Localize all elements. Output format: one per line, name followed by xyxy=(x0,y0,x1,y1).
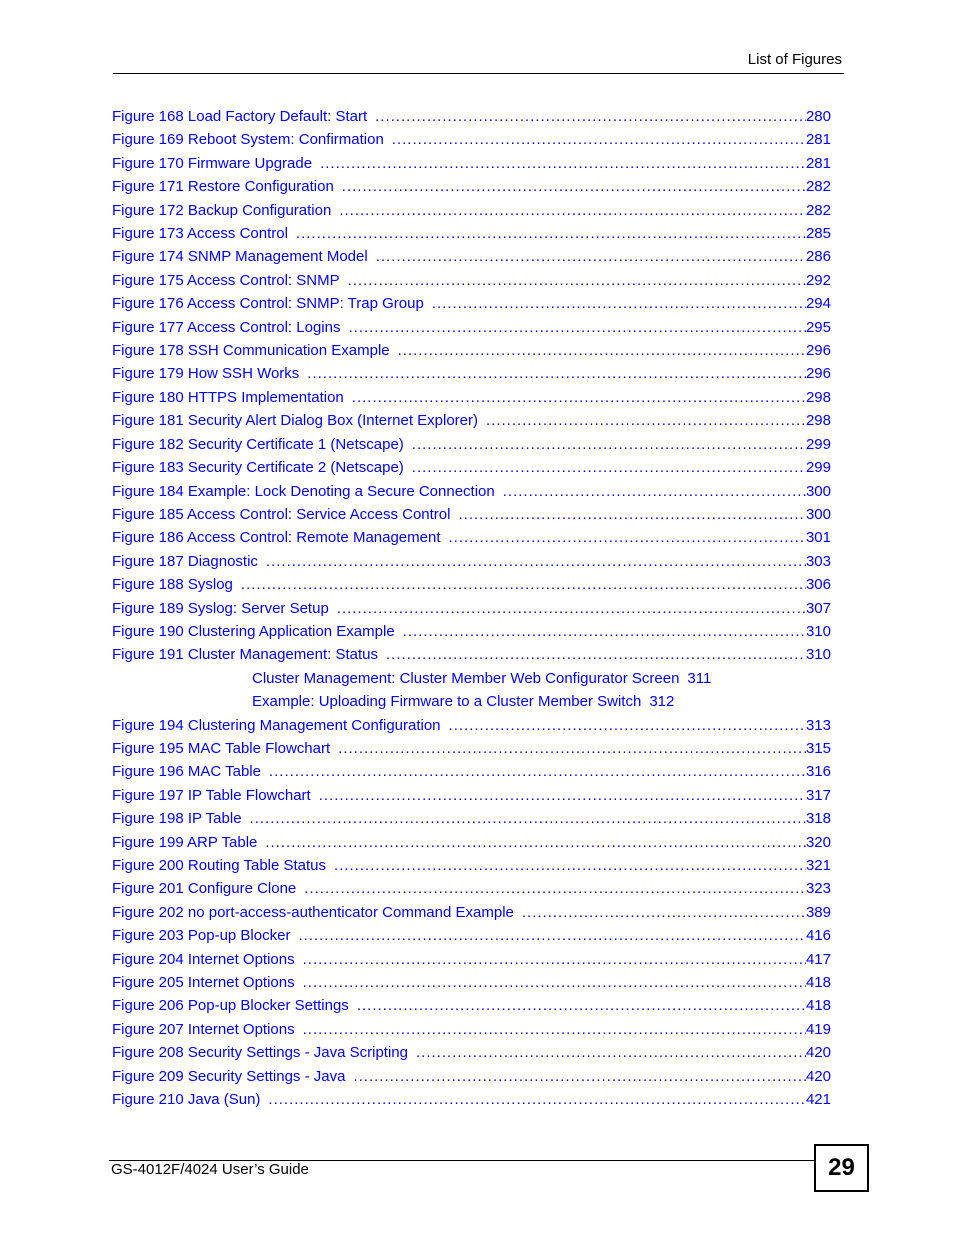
toc-dot-leader xyxy=(334,175,806,198)
toc-entry-page: 298 xyxy=(805,412,831,430)
toc-entry-page: 323 xyxy=(805,880,831,898)
toc-dot-leader xyxy=(408,1041,806,1064)
toc-dot-leader xyxy=(478,409,806,432)
toc-dot-leader xyxy=(345,1065,806,1088)
toc-entry-page: 310 xyxy=(805,622,831,640)
toc-dot-leader xyxy=(295,971,806,994)
toc-entry-page: 318 xyxy=(805,810,831,828)
toc-entry[interactable] xyxy=(112,924,831,947)
toc-entry-title: Figure 174 SNMP Management Model xyxy=(112,248,368,266)
toc-entry-title: Figure 188 Syslog xyxy=(112,576,233,594)
toc-entry-page: 296 xyxy=(805,342,831,360)
toc-dot-leader xyxy=(260,1088,806,1111)
toc-entry-title: Figure 186 Access Control: Remote Management xyxy=(112,529,441,547)
toc-entry[interactable] xyxy=(112,433,831,456)
toc-dot-leader xyxy=(326,854,806,877)
toc-entry-page: 311 xyxy=(687,669,712,687)
toc-entry-title: Figure 202 no port-access-authenticator Command Example xyxy=(112,903,514,921)
toc-entry-title: Figure 171 Restore Configuration xyxy=(112,178,334,196)
toc-entry-page: 417 xyxy=(805,950,831,968)
toc-entry-page: 420 xyxy=(805,1067,831,1085)
toc-entry-page: 299 xyxy=(805,459,831,477)
toc-entry-page: 280 xyxy=(805,108,831,125)
toc-entry[interactable] xyxy=(112,620,831,643)
toc-entry[interactable] xyxy=(112,831,831,854)
toc-dot-leader xyxy=(331,199,806,222)
toc-entry[interactable] xyxy=(112,105,831,128)
toc-dot-leader xyxy=(261,760,806,783)
toc-entry-page: 320 xyxy=(805,833,831,851)
toc-entry-title: Figure 200 Routing Table Status xyxy=(112,857,327,874)
toc-entry-title: Cluster Management: Cluster Member Web Configurator Screen xyxy=(252,669,680,687)
toc-entry[interactable] xyxy=(112,550,831,573)
toc-dot-leader xyxy=(295,1018,806,1041)
toc-dot-leader xyxy=(344,386,806,409)
toc-entry-title: Figure 201 Configure Clone xyxy=(112,880,297,898)
toc-entry[interactable] xyxy=(112,948,831,971)
toc-entry-title: Figure 178 SSH Communication Example xyxy=(112,342,390,360)
toc-entry-page: 301 xyxy=(805,529,831,547)
toc-entry-title: Figure 172 Backup Configuration xyxy=(112,201,332,219)
toc-entry[interactable] xyxy=(112,784,831,807)
toc-entry-title: Figure 183 Security Certificate 2 (Netscape) xyxy=(112,459,404,477)
header-divider xyxy=(113,73,844,74)
toc-entry[interactable] xyxy=(112,690,831,713)
toc-entry[interactable] xyxy=(112,901,831,924)
toc-entry[interactable] xyxy=(112,1065,831,1088)
toc-entry[interactable] xyxy=(112,573,831,596)
toc-entry[interactable] xyxy=(112,1041,831,1064)
toc-entry[interactable] xyxy=(112,362,831,385)
toc-entry-title: Figure 175 Access Control: SNMP xyxy=(112,271,340,289)
toc-entry[interactable] xyxy=(112,409,831,432)
toc-entry-page: 292 xyxy=(805,271,831,289)
toc-entry-title: Example: Uploading Firmware to a Cluster Member Switch xyxy=(252,693,642,711)
toc-entry-title: Figure 195 MAC Table Flowchart xyxy=(112,739,331,757)
toc-entry[interactable] xyxy=(112,128,831,151)
toc-dot-leader xyxy=(296,877,806,900)
toc-entry-page: 300 xyxy=(805,505,831,523)
page-number: 29 xyxy=(814,1144,869,1192)
toc-entry-title: Figure 206 Pop-up Blocker Settings xyxy=(112,997,349,1015)
toc-entry[interactable] xyxy=(112,480,831,503)
toc-entry-title: Figure 209 Security Settings - Java xyxy=(112,1067,346,1085)
toc-entry-page: 416 xyxy=(805,927,831,945)
toc-dot-leader xyxy=(288,222,806,245)
toc-entry-title: Figure 180 HTTPS Implementation xyxy=(112,388,344,406)
toc-entry-title: Figure 207 Internet Options xyxy=(112,1020,295,1038)
toc-entry-page: 286 xyxy=(805,248,831,266)
toc-entry-page: 285 xyxy=(805,225,831,243)
toc-entry-title: Figure 199 ARP Table xyxy=(112,833,258,851)
toc-entry-page: 312 xyxy=(649,693,675,711)
toc-entry[interactable] xyxy=(112,854,831,877)
toc-entry[interactable] xyxy=(112,971,831,994)
toc-entry-title: Figure 191 Cluster Management: Status xyxy=(112,646,378,664)
toc-entry[interactable] xyxy=(112,526,831,549)
toc-entry-page: 418 xyxy=(805,997,831,1015)
toc-entry[interactable] xyxy=(112,456,831,479)
toc-entry-page: 298 xyxy=(805,388,831,406)
figure-list xyxy=(112,105,831,1111)
toc-dot-leader xyxy=(329,597,806,620)
toc-entry[interactable] xyxy=(112,737,831,760)
toc-entry-page: 306 xyxy=(805,576,831,594)
toc-entry[interactable] xyxy=(112,175,831,198)
toc-entry-page: 307 xyxy=(805,599,831,617)
toc-dot-leader xyxy=(233,573,806,596)
toc-entry[interactable] xyxy=(112,994,831,1017)
toc-entry-page: 299 xyxy=(805,435,831,453)
toc-entry-page: 282 xyxy=(805,178,831,196)
toc-entry-title: Figure 203 Pop-up Blocker xyxy=(112,927,291,945)
toc-entry[interactable] xyxy=(112,643,831,666)
toc-entry-page: 281 xyxy=(805,131,831,149)
toc-entry-page: 294 xyxy=(805,295,831,313)
toc-dot-leader xyxy=(368,245,806,268)
toc-entry-title: Figure 173 Access Control xyxy=(112,225,288,243)
toc-dot-leader xyxy=(495,480,806,503)
toc-entry-title: Figure 169 Reboot System: Confirmation xyxy=(112,131,384,149)
toc-entry[interactable] xyxy=(112,503,831,526)
toc-dot-leader xyxy=(340,316,806,339)
toc-dot-leader xyxy=(395,620,806,643)
toc-entry-title: Figure 179 How SSH Works xyxy=(112,365,300,383)
toc-entry[interactable] xyxy=(112,245,831,268)
toc-entry-page: 317 xyxy=(805,786,831,804)
toc-entry-title: Figure 198 IP Table xyxy=(112,810,242,828)
toc-dot-leader xyxy=(367,105,806,128)
toc-entry-title: Figure 182 Security Certificate 1 (Netscape) xyxy=(112,435,404,453)
toc-dot-leader xyxy=(258,550,806,573)
toc-dot-leader xyxy=(384,128,806,151)
toc-entry[interactable] xyxy=(112,269,831,292)
toc-dot-leader xyxy=(441,714,806,737)
toc-entry-page: 389 xyxy=(805,903,831,921)
toc-entry-title: Figure 196 MAC Table xyxy=(112,763,261,781)
toc-dot-leader xyxy=(312,152,806,175)
toc-entry-title: Figure 190 Clustering Application Example xyxy=(112,622,395,640)
toc-dot-leader xyxy=(290,924,806,947)
toc-entry-page: 315 xyxy=(805,739,831,757)
toc-entry[interactable] xyxy=(112,292,831,315)
toc-dot-leader xyxy=(390,339,806,362)
toc-dot-leader xyxy=(340,269,806,292)
toc-entry[interactable] xyxy=(112,152,831,175)
toc-entry-page: 310 xyxy=(805,646,831,664)
toc-dot-leader xyxy=(404,433,806,456)
toc-entry-page: 321 xyxy=(805,857,831,874)
toc-dot-leader xyxy=(295,948,806,971)
toc-entry-page: 420 xyxy=(805,1044,831,1062)
toc-entry-page: 295 xyxy=(805,318,831,336)
toc-entry[interactable] xyxy=(112,807,831,830)
footer-guide-title: GS-4012F/4024 User’s Guide xyxy=(111,1161,309,1178)
toc-dot-leader xyxy=(299,362,806,385)
toc-dot-leader xyxy=(242,807,806,830)
toc-dot-leader xyxy=(514,901,806,924)
toc-entry[interactable] xyxy=(112,222,831,245)
toc-dot-leader xyxy=(450,503,805,526)
toc-entry-page: 303 xyxy=(805,552,831,570)
toc-entry-page: 296 xyxy=(805,365,831,383)
toc-entry-title: Figure 205 Internet Options xyxy=(112,974,295,992)
toc-entry-page: 418 xyxy=(805,974,831,992)
header-title: List of Figures xyxy=(747,51,842,68)
toc-entry-title: Figure 181 Security Alert Dialog Box (Internet Explorer) xyxy=(112,412,478,430)
toc-entry-page: 419 xyxy=(805,1020,831,1038)
toc-entry-page: 281 xyxy=(805,154,831,172)
toc-entry-title: Figure 176 Access Control: SNMP: Trap Group xyxy=(112,295,424,313)
toc-dot-leader xyxy=(330,737,806,760)
toc-entry-title: Figure 184 Example: Lock Denoting a Secure Connection xyxy=(112,482,495,500)
toc-entry-title: Figure 187 Diagnostic xyxy=(112,552,258,570)
toc-dot-leader xyxy=(404,456,806,479)
toc-entry-title: Figure 189 Syslog: Server Setup xyxy=(112,599,329,617)
toc-entry-page: 300 xyxy=(805,482,831,500)
toc-entry-title: Figure 208 Security Settings - Java Scripting xyxy=(112,1044,408,1062)
toc-entry[interactable] xyxy=(112,339,831,362)
toc-dot-leader xyxy=(311,784,806,807)
toc-entry[interactable] xyxy=(112,877,831,900)
toc-dot-leader xyxy=(424,292,806,315)
toc-dot-leader xyxy=(378,643,806,666)
toc-entry-title: Figure 168 Load Factory Default: Start xyxy=(112,108,368,125)
toc-entry[interactable] xyxy=(112,760,831,783)
toc-entry-title: Figure 197 IP Table Flowchart xyxy=(112,786,311,804)
toc-entry[interactable] xyxy=(112,386,831,409)
toc-dot-leader xyxy=(349,994,806,1017)
toc-entry[interactable] xyxy=(112,199,831,222)
toc-entry[interactable] xyxy=(112,714,831,737)
toc-entry-title: Figure 194 Clustering Management Configuration xyxy=(112,716,441,734)
toc-entry-page: 313 xyxy=(805,716,831,734)
toc-entry-page: 282 xyxy=(805,201,831,219)
toc-entry-title: Figure 204 Internet Options xyxy=(112,950,295,968)
toc-entry[interactable] xyxy=(112,316,831,339)
toc-entry[interactable] xyxy=(112,667,831,690)
toc-entry[interactable] xyxy=(112,1088,831,1111)
toc-entry[interactable] xyxy=(112,597,831,620)
toc-entry-title: Figure 210 Java (Sun) xyxy=(112,1091,261,1109)
toc-entry-title: Figure 185 Access Control: Service Access Control xyxy=(112,505,451,523)
toc-entry-page: 421 xyxy=(805,1091,831,1109)
toc-entry-page: 316 xyxy=(805,763,831,781)
toc-dot-leader xyxy=(441,526,806,549)
toc-entry-title: Figure 170 Firmware Upgrade xyxy=(112,154,313,172)
toc-entry[interactable] xyxy=(112,1018,831,1041)
toc-entry-title: Figure 177 Access Control: Logins xyxy=(112,318,341,336)
toc-dot-leader xyxy=(257,831,806,854)
